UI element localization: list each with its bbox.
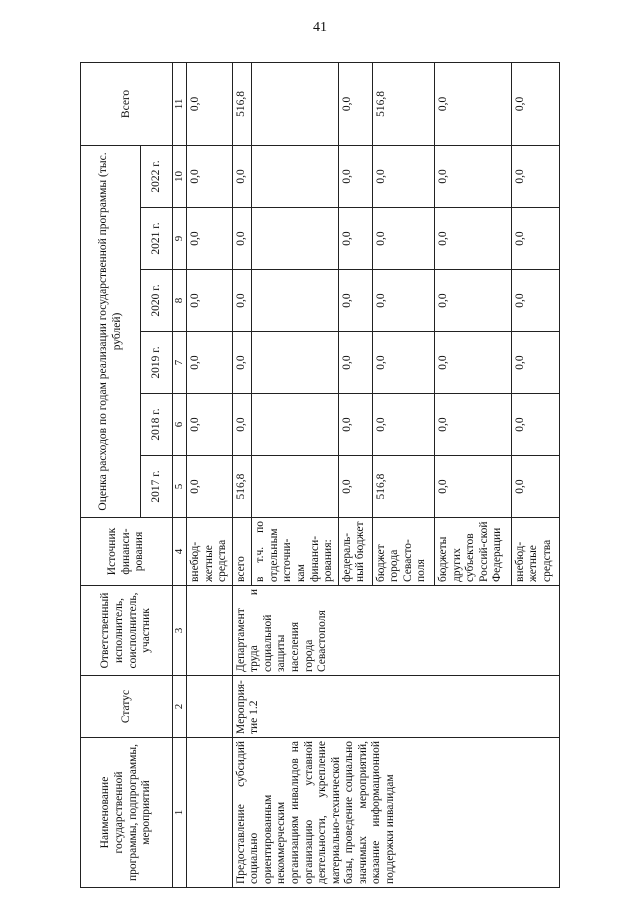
value-cell: 0,0 (372, 394, 434, 456)
value-cell: 0,0 (338, 332, 372, 394)
source-cell: бюджет города Севасто-поля (372, 518, 434, 586)
source-cell: внебюд-жетные средства (187, 518, 233, 586)
source-cell: внебюд-жетные средства (511, 518, 559, 586)
value-cell: 0,0 (435, 332, 512, 394)
value-cell: 0,0 (232, 332, 252, 394)
table-row (187, 62, 233, 887)
empty-cell (252, 394, 338, 456)
source-cell: в т.ч. по отдельным источни-кам финанси-рования: (252, 518, 338, 586)
value-cell: 0,0 (187, 270, 233, 332)
empty-cell (187, 676, 233, 738)
value-cell: 0,0 (511, 456, 559, 518)
value-cell: 0,0 (338, 270, 372, 332)
value-cell: 0,0 (511, 270, 559, 332)
value-cell: 0,0 (232, 270, 252, 332)
header-source: Источник финанси-рования (81, 518, 173, 586)
value-cell: 0,0 (435, 270, 512, 332)
empty-cell (252, 145, 338, 207)
empty-cell (252, 208, 338, 270)
value-cell: 0,0 (187, 145, 233, 207)
source-cell: бюджеты других субъектов Россий-ской Федерации (435, 518, 512, 586)
source-cell: всего (232, 518, 252, 586)
value-cell: 0,0 (435, 394, 512, 456)
value-cell: 0,0 (511, 208, 559, 270)
value-cell: 0,0 (372, 208, 434, 270)
empty-cell (252, 456, 338, 518)
header-estimate: Оценка расходов по годам реализации государственной программы (тыс. рублей) (81, 145, 141, 517)
value-cell: 0,0 (232, 394, 252, 456)
value-cell: 0,0 (232, 145, 252, 207)
empty-cell (252, 270, 338, 332)
column-index: 6 (173, 394, 187, 456)
value-cell: 516,8 (232, 456, 252, 518)
value-cell: 0,0 (511, 394, 559, 456)
budget-table (80, 62, 560, 888)
value-cell: 516,8 (372, 62, 434, 145)
value-cell: 0,0 (435, 456, 512, 518)
value-cell: 0,0 (187, 456, 233, 518)
value-cell: 0,0 (372, 145, 434, 207)
empty-cell (187, 586, 233, 676)
table-row (232, 62, 252, 887)
header-executor: Ответственный исполнитель, соисполнитель, участник (81, 586, 173, 676)
value-cell: 0,0 (338, 62, 372, 145)
column-index: 5 (173, 456, 187, 518)
column-index: 8 (173, 270, 187, 332)
page-number: 41 (313, 20, 327, 35)
value-cell: 0,0 (372, 270, 434, 332)
value-cell: 516,8 (372, 456, 434, 518)
column-index: 11 (173, 62, 187, 145)
header-year: 2020 г. (141, 270, 173, 332)
value-cell: 0,0 (232, 208, 252, 270)
header-year: 2019 г. (141, 332, 173, 394)
value-cell: 0,0 (187, 208, 233, 270)
column-index: 9 (173, 208, 187, 270)
source-cell: федераль-ный бюджет (338, 518, 372, 586)
column-index: 4 (173, 518, 187, 586)
value-cell: 0,0 (338, 145, 372, 207)
column-index: 3 (173, 586, 187, 676)
header-total: Всего (81, 62, 173, 145)
value-cell: 0,0 (187, 332, 233, 394)
value-cell: 516,8 (232, 62, 252, 145)
measure-name: Предоставление субсидий социально ориентированным некоммерческим организациям инвалидов на организацию уставной деятельности, укрепление материально-технической базы, проведение социально значимых мероприятий, оказание информационной поддержки инвалидам (232, 738, 559, 888)
column-index: 10 (173, 145, 187, 207)
measure-status: Мероприя-тие 1.2 (232, 676, 559, 738)
empty-cell (252, 332, 338, 394)
value-cell: 0,0 (187, 62, 233, 145)
header-year: 2022 г. (141, 145, 173, 207)
value-cell: 0,0 (338, 394, 372, 456)
value-cell: 0,0 (338, 208, 372, 270)
value-cell: 0,0 (187, 394, 233, 456)
measure-executor: Департамент труда и социальной защиты населения города Севастополя (232, 586, 559, 676)
value-cell: 0,0 (511, 332, 559, 394)
column-index: 2 (173, 676, 187, 738)
header-year: 2017 г. (141, 456, 173, 518)
empty-cell (187, 738, 233, 888)
value-cell: 0,0 (511, 145, 559, 207)
empty-cell (252, 62, 338, 145)
header-year: 2021 г. (141, 208, 173, 270)
value-cell: 0,0 (372, 332, 434, 394)
header-name: Наименование государственной программы, подпрограммы, мероприятий (81, 738, 173, 888)
value-cell: 0,0 (338, 456, 372, 518)
header-status: Статус (81, 676, 173, 738)
value-cell: 0,0 (435, 208, 512, 270)
column-index: 7 (173, 332, 187, 394)
budget-table-rotated (80, 63, 560, 888)
value-cell: 0,0 (435, 62, 512, 145)
value-cell: 0,0 (511, 62, 559, 145)
header-year: 2018 г. (141, 394, 173, 456)
value-cell: 0,0 (435, 145, 512, 207)
column-index: 1 (173, 738, 187, 888)
